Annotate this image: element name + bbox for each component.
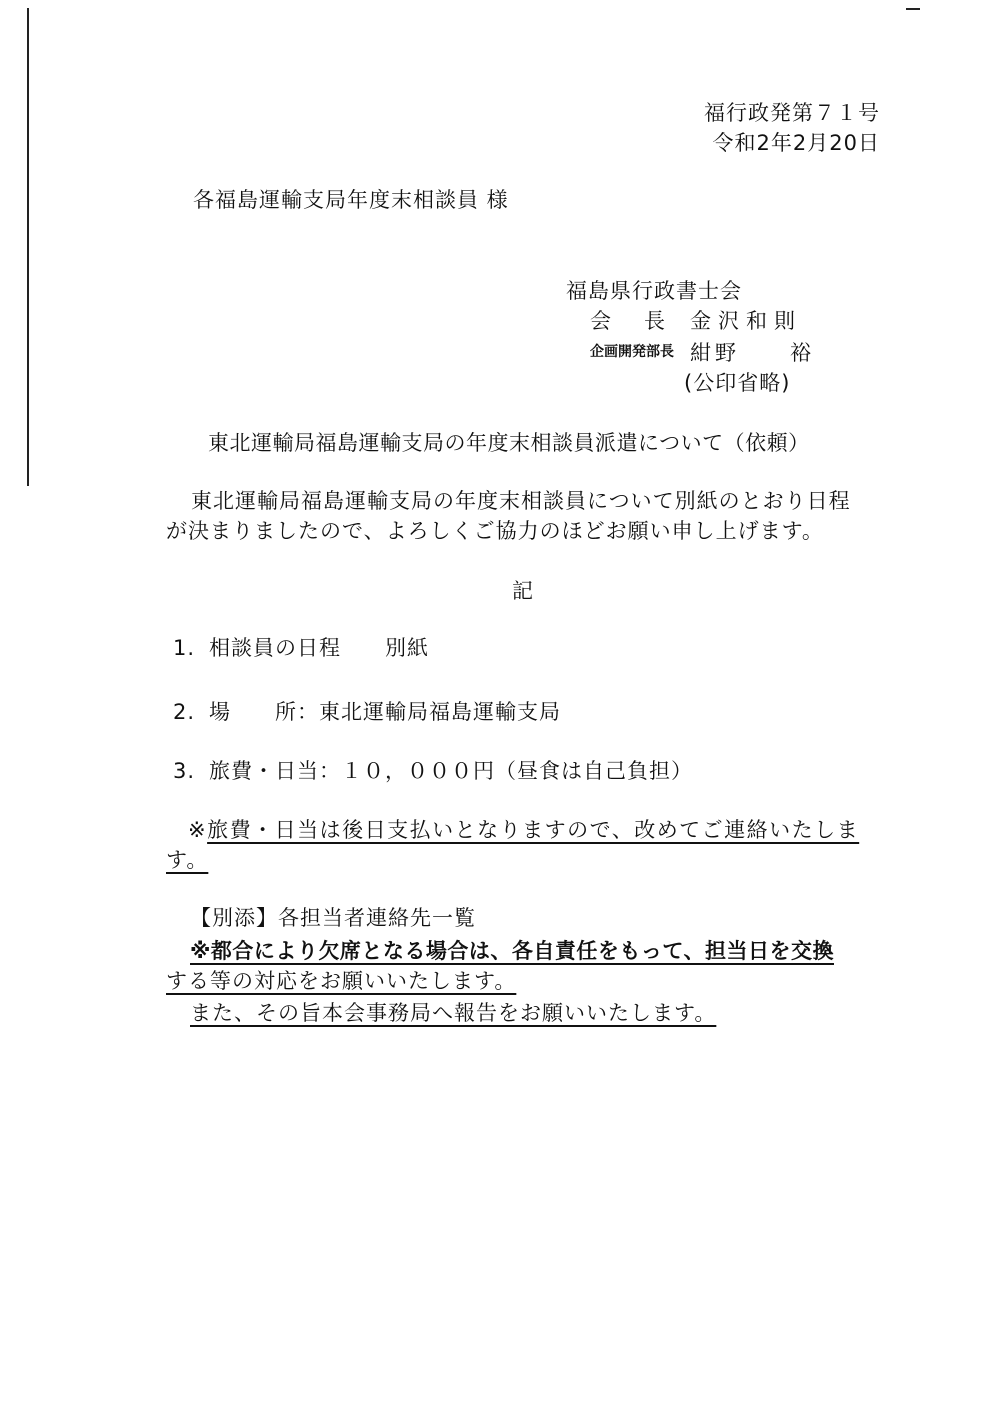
item-label: 旅費・日当： bbox=[209, 759, 341, 783]
note-text: 旅費・日当は後日支払いとなりますので、改めてご連絡いたしま bbox=[207, 818, 860, 842]
item-label: 場 所： bbox=[209, 700, 319, 724]
item-label: 相談員の日程 bbox=[209, 636, 341, 660]
dept-role: 企画開発部長 bbox=[590, 344, 674, 360]
document-date: 令和2年2月20日 bbox=[712, 131, 880, 155]
body-line-2: が決まりましたので、よろしくご協力のほどお願い申し上げます。 bbox=[166, 519, 824, 543]
item-value: 東北運輸局福島運輸支局 bbox=[319, 700, 561, 724]
note-line-1 bbox=[188, 817, 859, 843]
president-name: 金沢和則 bbox=[690, 309, 802, 333]
body-line-1: 東北運輸局福島運輸支局の年度末相談員について別紙のとおり日程 bbox=[191, 489, 851, 513]
item-value: １０，０００円（昼食は自己負担） bbox=[341, 759, 693, 783]
seal-note: (公印省略) bbox=[684, 371, 791, 395]
warning-line-3: また、その旨本会事務局へ報告をお願いいたします。 bbox=[190, 1001, 717, 1025]
warning-line-1: ※都合により欠席となる場合は、各自責任をもって、担当日を交換 bbox=[190, 939, 834, 963]
dept-name: 紺野 裕 bbox=[690, 341, 815, 365]
item-number: 2. bbox=[173, 700, 196, 724]
sender-org: 福島県行政書士会 bbox=[566, 279, 742, 303]
president-role: 会 長 bbox=[590, 309, 671, 333]
note-line-2: す。 bbox=[166, 848, 209, 872]
scan-edge-line bbox=[27, 8, 29, 486]
scan-mark bbox=[906, 8, 920, 10]
item-1 bbox=[173, 635, 429, 661]
item-value: 別紙 bbox=[385, 636, 429, 660]
warning-line-2: する等の対応をお願いいたします。 bbox=[166, 969, 517, 993]
subject: 東北運輸局福島運輸支局の年度末相談員派遣について（依頼） bbox=[208, 431, 810, 455]
item-2 bbox=[173, 699, 561, 725]
item-number: 1. bbox=[173, 636, 196, 660]
item-3 bbox=[173, 758, 693, 784]
item-number: 3. bbox=[173, 759, 196, 783]
document-number: 福行政発第７１号 bbox=[704, 101, 880, 125]
note-prefix: ※ bbox=[188, 818, 208, 842]
attachment-title: 【別添】各担当者連絡先一覧 bbox=[190, 906, 476, 930]
addressee: 各福島運輸支局年度末相談員 様 bbox=[193, 188, 509, 212]
ki-heading: 記 bbox=[512, 579, 534, 603]
